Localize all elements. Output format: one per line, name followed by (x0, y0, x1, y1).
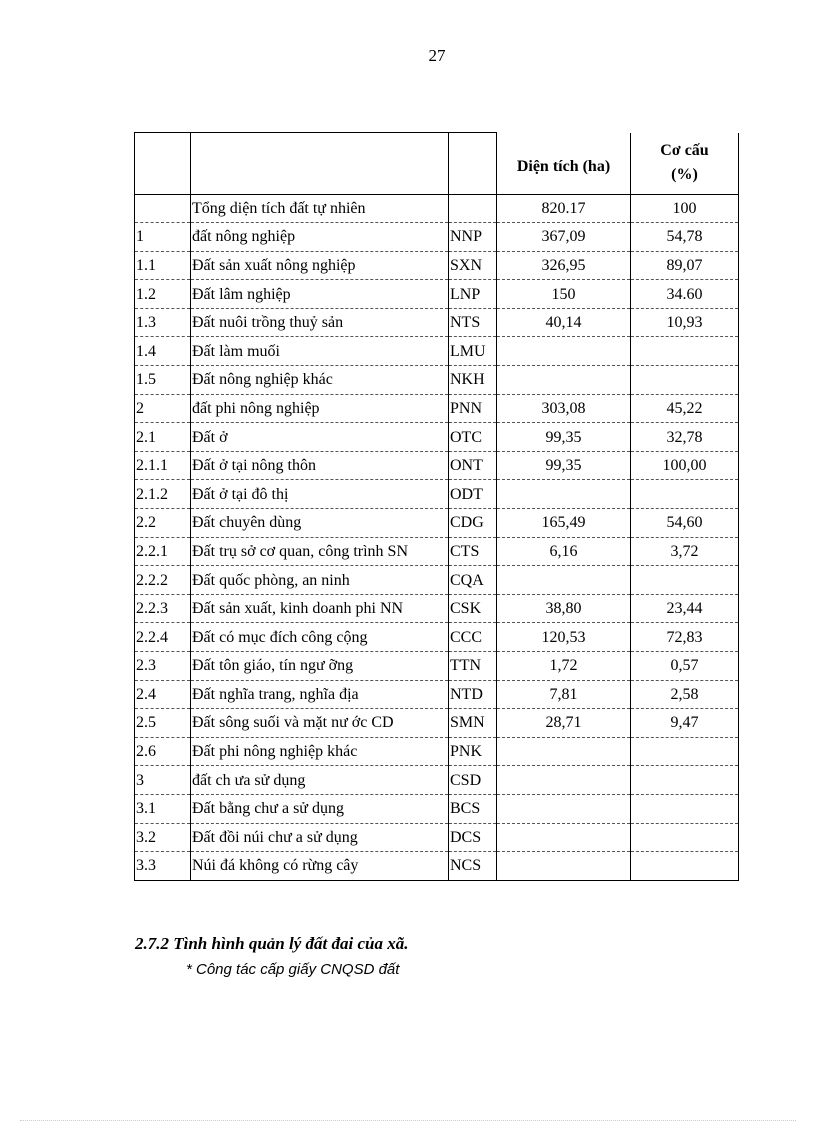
cell-percent: 45,22 (631, 394, 739, 423)
cell-no: 2.2.1 (135, 537, 191, 566)
header-area: Diện tích (ha) (497, 133, 631, 195)
cell-code: NKH (449, 366, 497, 395)
cell-code: NTD (449, 680, 497, 709)
cell-name: Đất sông suối và mặt nư ớc CD (191, 709, 449, 738)
cell-percent: 9,47 (631, 709, 739, 738)
cell-name: Tổng diện tích đất tự nhiên (191, 194, 449, 223)
table-row (135, 280, 739, 309)
cell-code: DCS (449, 823, 497, 852)
cell-no: 3.1 (135, 794, 191, 823)
cell-percent: 100,00 (631, 451, 739, 480)
cell-name: Đất bằng chư a sử dụng (191, 794, 449, 823)
table-row (135, 594, 739, 623)
cell-code: SMN (449, 709, 497, 738)
cell-code: TTN (449, 652, 497, 681)
table-row (135, 623, 739, 652)
cell-area (497, 737, 631, 766)
cell-area: 38,80 (497, 594, 631, 623)
cell-area: 1,72 (497, 652, 631, 681)
section-heading: 2.7.2 Tình hình quản lý đất đai của xã. (135, 934, 409, 953)
cell-code: NCS (449, 852, 497, 881)
cell-area (497, 480, 631, 509)
header-structure-line1: Cơ cấu (660, 142, 709, 159)
cell-area (497, 823, 631, 852)
cell-no: 1.3 (135, 308, 191, 337)
cell-area (497, 852, 631, 881)
cell-code: BCS (449, 794, 497, 823)
table-row (135, 709, 739, 738)
cell-no: 2.1.2 (135, 480, 191, 509)
cell-area: 40,14 (497, 308, 631, 337)
table-header-row (135, 133, 739, 195)
cell-name: Đất nông nghiệp khác (191, 366, 449, 395)
cell-percent (631, 480, 739, 509)
cell-area: 367,09 (497, 223, 631, 252)
cell-code: ODT (449, 480, 497, 509)
cell-percent: 10,93 (631, 308, 739, 337)
cell-percent: 23,44 (631, 594, 739, 623)
table-row (135, 737, 739, 766)
cell-no: 1.1 (135, 251, 191, 280)
cell-code: LMU (449, 337, 497, 366)
cell-no: 1.5 (135, 366, 191, 395)
cell-no: 2.2 (135, 509, 191, 538)
table-row (135, 423, 739, 452)
cell-no: 3.2 (135, 823, 191, 852)
cell-area: 303,08 (497, 394, 631, 423)
cell-percent (631, 823, 739, 852)
cell-percent: 54,78 (631, 223, 739, 252)
table-row (135, 509, 739, 538)
cell-percent: 54,60 (631, 509, 739, 538)
cell-name: Đất lâm nghiệp (191, 280, 449, 309)
cell-area: 150 (497, 280, 631, 309)
cell-name: Đất phi nông nghiệp khác (191, 737, 449, 766)
cell-no: 2.2.4 (135, 623, 191, 652)
header-no (135, 133, 191, 195)
cell-area (497, 366, 631, 395)
cell-code: ONT (449, 451, 497, 480)
cell-name: Núi đá không có rừng cây (191, 852, 449, 881)
table-row (135, 794, 739, 823)
cell-name: Đất trụ sở cơ quan, công trình SN (191, 537, 449, 566)
cell-percent: 72,83 (631, 623, 739, 652)
cell-code: PNN (449, 394, 497, 423)
cell-name: đất nông nghiệp (191, 223, 449, 252)
cell-percent: 3,72 (631, 537, 739, 566)
cell-area (497, 794, 631, 823)
cell-percent (631, 794, 739, 823)
cell-name: Đất chuyên dùng (191, 509, 449, 538)
cell-percent (631, 852, 739, 881)
cell-code: PNK (449, 737, 497, 766)
cell-percent: 0,57 (631, 652, 739, 681)
cell-code: SXN (449, 251, 497, 280)
cell-no: 1 (135, 223, 191, 252)
cell-name: Đất tôn giáo, tín ngư ỡng (191, 652, 449, 681)
table-row (135, 308, 739, 337)
cell-percent: 32,78 (631, 423, 739, 452)
cell-no: 2.5 (135, 709, 191, 738)
table-body (135, 194, 739, 880)
section-subheading: * Công tác cấp giấy CNQSD đất (186, 961, 400, 978)
cell-code: CQA (449, 566, 497, 595)
cell-name: Đất làm muối (191, 337, 449, 366)
cell-area (497, 766, 631, 795)
table-row (135, 823, 739, 852)
table-row (135, 537, 739, 566)
cell-name: Đất nghĩa trang, nghĩa địa (191, 680, 449, 709)
table-row (135, 194, 739, 223)
cell-code: LNP (449, 280, 497, 309)
table-row (135, 680, 739, 709)
table-row (135, 251, 739, 280)
table-row (135, 337, 739, 366)
cell-area: 6,16 (497, 537, 631, 566)
cell-no: 2 (135, 394, 191, 423)
cell-code: OTC (449, 423, 497, 452)
cell-percent: 100 (631, 194, 739, 223)
cell-code: CSD (449, 766, 497, 795)
cell-name: đất phi nông nghiệp (191, 394, 449, 423)
cell-no: 1.4 (135, 337, 191, 366)
cell-name: Đất ở (191, 423, 449, 452)
cell-percent: 2,58 (631, 680, 739, 709)
cell-no: 2.4 (135, 680, 191, 709)
cell-no: 3.3 (135, 852, 191, 881)
table-row (135, 852, 739, 881)
cell-no: 2.2.3 (135, 594, 191, 623)
header-name (191, 133, 449, 195)
cell-no: 2.6 (135, 737, 191, 766)
cell-name: Đất đồi núi chư a sử dụng (191, 823, 449, 852)
cell-percent: 34.60 (631, 280, 739, 309)
cell-area (497, 566, 631, 595)
cell-area: 820.17 (497, 194, 631, 223)
table-row (135, 766, 739, 795)
cell-name: Đất ở tại nông thôn (191, 451, 449, 480)
cell-area: 28,71 (497, 709, 631, 738)
header-structure (631, 133, 739, 195)
cell-name: Đất nuôi trồng thuỷ sản (191, 308, 449, 337)
cell-code: CSK (449, 594, 497, 623)
cell-no: 1.2 (135, 280, 191, 309)
cell-no: 2.1 (135, 423, 191, 452)
cell-area: 326,95 (497, 251, 631, 280)
table-row (135, 366, 739, 395)
cell-no: 2.3 (135, 652, 191, 681)
footer-divider (20, 1120, 796, 1121)
header-structure-line2: (%) (671, 166, 698, 183)
table-row (135, 652, 739, 681)
page-number: 27 (428, 46, 446, 65)
cell-percent (631, 766, 739, 795)
cell-area: 99,35 (497, 451, 631, 480)
cell-percent (631, 337, 739, 366)
cell-name: Đất ở tại đô thị (191, 480, 449, 509)
table-row (135, 223, 739, 252)
cell-code: CTS (449, 537, 497, 566)
table-row (135, 480, 739, 509)
cell-no: 3 (135, 766, 191, 795)
header-code (449, 133, 497, 195)
cell-code: CDG (449, 509, 497, 538)
cell-name: Đất sản xuất nông nghiệp (191, 251, 449, 280)
cell-percent (631, 737, 739, 766)
cell-area: 99,35 (497, 423, 631, 452)
cell-code: NTS (449, 308, 497, 337)
cell-area (497, 337, 631, 366)
cell-percent (631, 566, 739, 595)
cell-percent (631, 366, 739, 395)
cell-area: 165,49 (497, 509, 631, 538)
table-row (135, 394, 739, 423)
cell-code: CCC (449, 623, 497, 652)
cell-code (449, 194, 497, 223)
cell-name: đất ch ưa sử dụng (191, 766, 449, 795)
cell-no (135, 194, 191, 223)
cell-percent: 89,07 (631, 251, 739, 280)
land-use-table (134, 132, 739, 881)
table-row (135, 566, 739, 595)
cell-code: NNP (449, 223, 497, 252)
cell-name: Đất có mục đích công cộng (191, 623, 449, 652)
cell-no: 2.2.2 (135, 566, 191, 595)
table-row (135, 451, 739, 480)
cell-no: 2.1.1 (135, 451, 191, 480)
cell-area: 7,81 (497, 680, 631, 709)
cell-name: Đất quốc phòng, an ninh (191, 566, 449, 595)
cell-area: 120,53 (497, 623, 631, 652)
cell-name: Đất sản xuất, kinh doanh phi NN (191, 594, 449, 623)
